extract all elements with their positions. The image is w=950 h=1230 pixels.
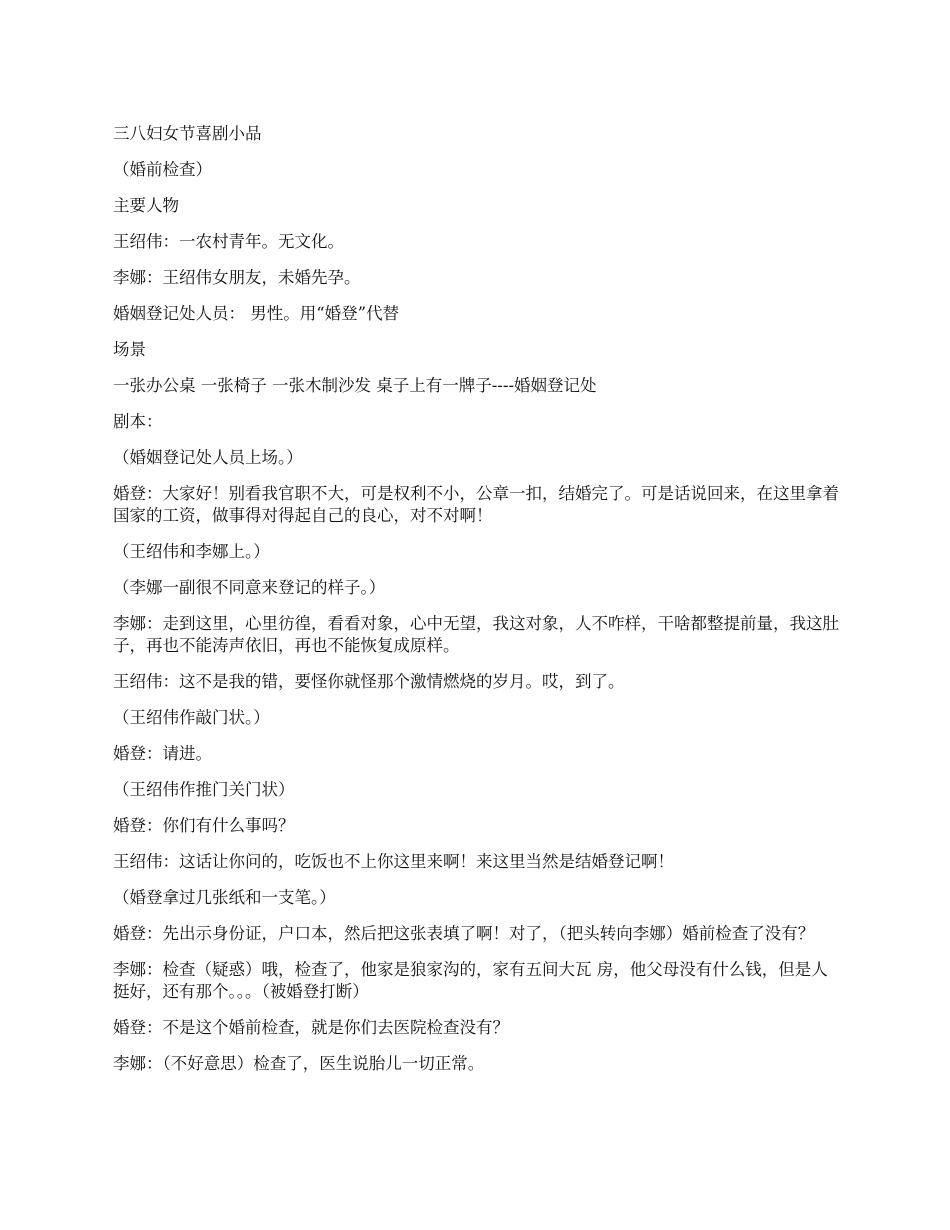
dialogue-line: 王绍伟：这不是我的错，要怪你就怪那个激情燃烧的岁月。哎，到了。	[113, 672, 625, 691]
stage-direction: （婚姻登记处人员上场。）	[113, 448, 303, 467]
stage-direction: （婚登拿过几张纸和一支笔。）	[113, 888, 336, 907]
stage-direction: （王绍伟作敲门状。）	[113, 708, 270, 727]
document-body	[113, 123, 843, 1089]
character-li: 李娜：王绍伟女朋友，未婚先孕。	[113, 268, 361, 287]
dialogue-line: 婚登：你们有什么事吗？	[113, 816, 295, 835]
section-heading-scene: 场景	[113, 340, 146, 359]
dialogue-line: 李娜：（不好意思）检查了，医生说胎儿一切正常。	[113, 1054, 485, 1073]
stage-direction: （王绍伟作推门关门状）	[113, 780, 295, 799]
dialogue-line: 婚登：不是这个婚前检查，就是你们去医院检查没有？	[113, 1018, 509, 1037]
dialogue-line: 婚登：大家好！别看我官职不大，可是权利不小，公章一扣，结婚完了。可是话说回来，在这里拿着国家的工资，做事得对得起自己的良心，对不对啊！	[113, 484, 839, 525]
stage-direction: （李娜一副很不同意来登记的样子。）	[113, 578, 386, 597]
section-heading-script: 剧本：	[113, 412, 163, 431]
section-heading-characters: 主要人物	[113, 196, 179, 215]
document-title: 三八妇女节喜剧小品	[113, 124, 262, 143]
dialogue-line: 王绍伟：这话让你问的，吃饭也不上你这里来啊！来这里当然是结婚登记啊！	[113, 852, 674, 871]
document-subtitle: （婚前检查）	[113, 160, 212, 179]
character-registrar: 婚姻登记处人员： 男性。用“婚登”代替	[113, 304, 400, 323]
character-wang: 王绍伟：一农村青年。无文化。	[113, 232, 344, 251]
stage-direction: （王绍伟和李娜上。）	[113, 542, 270, 561]
dialogue-line: 婚登：先出示身份证，户口本，然后把这张表填了啊！对了，（把头转向李娜）婚前检查了没有？	[113, 924, 815, 943]
scene-description: 一张办公桌 一张椅子 一张木制沙发 桌子上有一牌子----婚姻登记处	[113, 376, 597, 395]
dialogue-line: 李娜：检查（疑惑）哦，检查了，他家是狼家沟的，家有五间大瓦 房，他父母没有什么钱，但是人挺好，还有那个。。。（被婚登打断）	[113, 960, 828, 1001]
dialogue-line: 婚登：请进。	[113, 744, 212, 763]
dialogue-line: 李娜：走到这里，心里彷徨，看看对象，心中无望，我这对象，人不咋样，干啥都整提前量，我这肚子，再也不能涛声依旧，再也不能恢复成原样。	[113, 614, 839, 655]
